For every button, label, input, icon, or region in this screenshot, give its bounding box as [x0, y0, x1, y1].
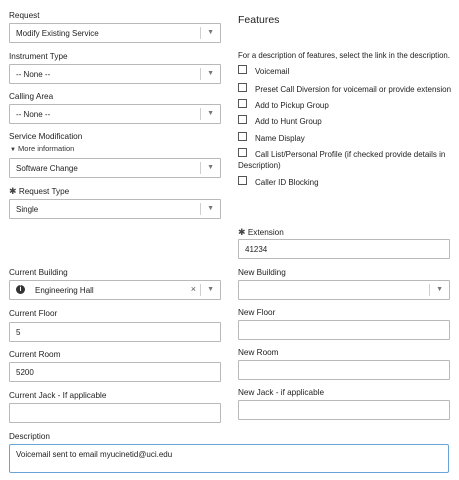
hunt-group-label: Add to Hunt Group [255, 117, 322, 126]
extension-value: 41234 [245, 245, 268, 254]
description-textarea[interactable] [9, 444, 449, 473]
chevron-down-icon[interactable]: ▼ [436, 286, 443, 293]
select-divider [429, 284, 430, 296]
extension-input[interactable] [238, 239, 450, 259]
clear-icon[interactable]: × [190, 284, 196, 294]
chevron-down-icon: ▼ [10, 147, 16, 153]
chevron-down-icon[interactable]: ▼ [207, 29, 214, 36]
current-room-label: Current Room [9, 350, 61, 359]
select-divider [200, 108, 201, 120]
current-jack-input[interactable] [9, 403, 221, 423]
instrument-type-value: -- None -- [16, 70, 51, 79]
extension-label-text: Extension [247, 228, 284, 237]
new-jack-label: New Jack - if applicable [238, 388, 325, 397]
select-divider [200, 203, 201, 215]
request-label: Request [9, 11, 40, 20]
request-type-value: Single [16, 205, 39, 214]
new-building-select[interactable] [238, 280, 450, 300]
select-divider [200, 27, 201, 39]
extension-label [238, 227, 284, 238]
call-list-label: Call List/Personal Profile (if checked provide details in [255, 150, 446, 159]
calling-area-select[interactable] [9, 104, 221, 124]
caller-id-blocking-label: Caller ID Blocking [255, 178, 319, 187]
calling-area-label: Calling Area [9, 92, 54, 101]
hunt-group-checkbox[interactable] [238, 115, 247, 124]
preset-call-diversion-checkbox[interactable] [238, 83, 247, 92]
required-icon: ✱ [238, 227, 246, 237]
current-building-label: Current Building [9, 268, 68, 277]
request-value: Modify Existing Service [16, 29, 99, 38]
voicemail-label: Voicemail [255, 67, 290, 76]
service-modification-label: Service Modification [9, 132, 83, 141]
calling-area-value: -- None -- [16, 110, 51, 119]
current-room-input[interactable] [9, 362, 221, 382]
new-room-input[interactable] [238, 360, 450, 380]
request-type-select[interactable] [9, 199, 221, 219]
more-information-text: More information [18, 144, 75, 153]
chevron-down-icon[interactable]: ▼ [207, 286, 214, 293]
service-modification-value: Software Change [16, 164, 78, 173]
name-display-label: Name Display [255, 134, 305, 143]
pickup-group-label: Add to Pickup Group [255, 101, 329, 110]
chevron-down-icon[interactable]: ▼ [207, 110, 214, 117]
description-value: Voicemail sent to email myucinetid@uci.edu [16, 450, 173, 459]
current-floor-value: 5 [16, 328, 21, 337]
features-heading: Features [238, 14, 280, 26]
features-description: For a description of features, select the link in the description. [238, 51, 450, 60]
current-building-value: Engineering Hall [35, 286, 94, 295]
chevron-down-icon[interactable]: ▼ [207, 70, 214, 77]
new-jack-input[interactable] [238, 400, 450, 420]
chevron-down-icon[interactable]: ▼ [207, 164, 214, 171]
current-jack-label: Current Jack - If applicable [9, 391, 107, 400]
request-type-label [9, 186, 69, 197]
more-information-link[interactable] [10, 144, 74, 153]
new-building-label: New Building [238, 268, 286, 277]
service-modification-select[interactable] [9, 158, 221, 178]
call-list-label-cont: Description) [238, 161, 281, 170]
select-divider [200, 68, 201, 80]
info-icon[interactable]: i [16, 285, 25, 294]
instrument-type-select[interactable] [9, 64, 221, 84]
description-label: Description [9, 432, 50, 441]
current-building-select[interactable] [9, 280, 221, 300]
pickup-group-checkbox[interactable] [238, 99, 247, 108]
caller-id-blocking-checkbox[interactable] [238, 176, 247, 185]
new-room-label: New Room [238, 348, 279, 357]
select-divider [200, 162, 201, 174]
preset-call-diversion-label: Preset Call Diversion for voicemail or provide extension [255, 85, 452, 94]
new-floor-label: New Floor [238, 308, 276, 317]
request-select[interactable] [9, 23, 221, 43]
current-floor-label: Current Floor [9, 309, 58, 318]
current-floor-input[interactable] [9, 322, 221, 342]
new-floor-input[interactable] [238, 320, 450, 340]
required-icon: ✱ [9, 186, 17, 196]
request-type-label-text: Request Type [18, 187, 70, 196]
select-divider [200, 284, 201, 296]
name-display-checkbox[interactable] [238, 132, 247, 141]
current-room-value: 5200 [16, 368, 34, 377]
voicemail-checkbox[interactable] [238, 65, 247, 74]
instrument-type-label: Instrument Type [9, 52, 68, 61]
call-list-checkbox[interactable] [238, 148, 247, 157]
chevron-down-icon[interactable]: ▼ [207, 205, 214, 212]
